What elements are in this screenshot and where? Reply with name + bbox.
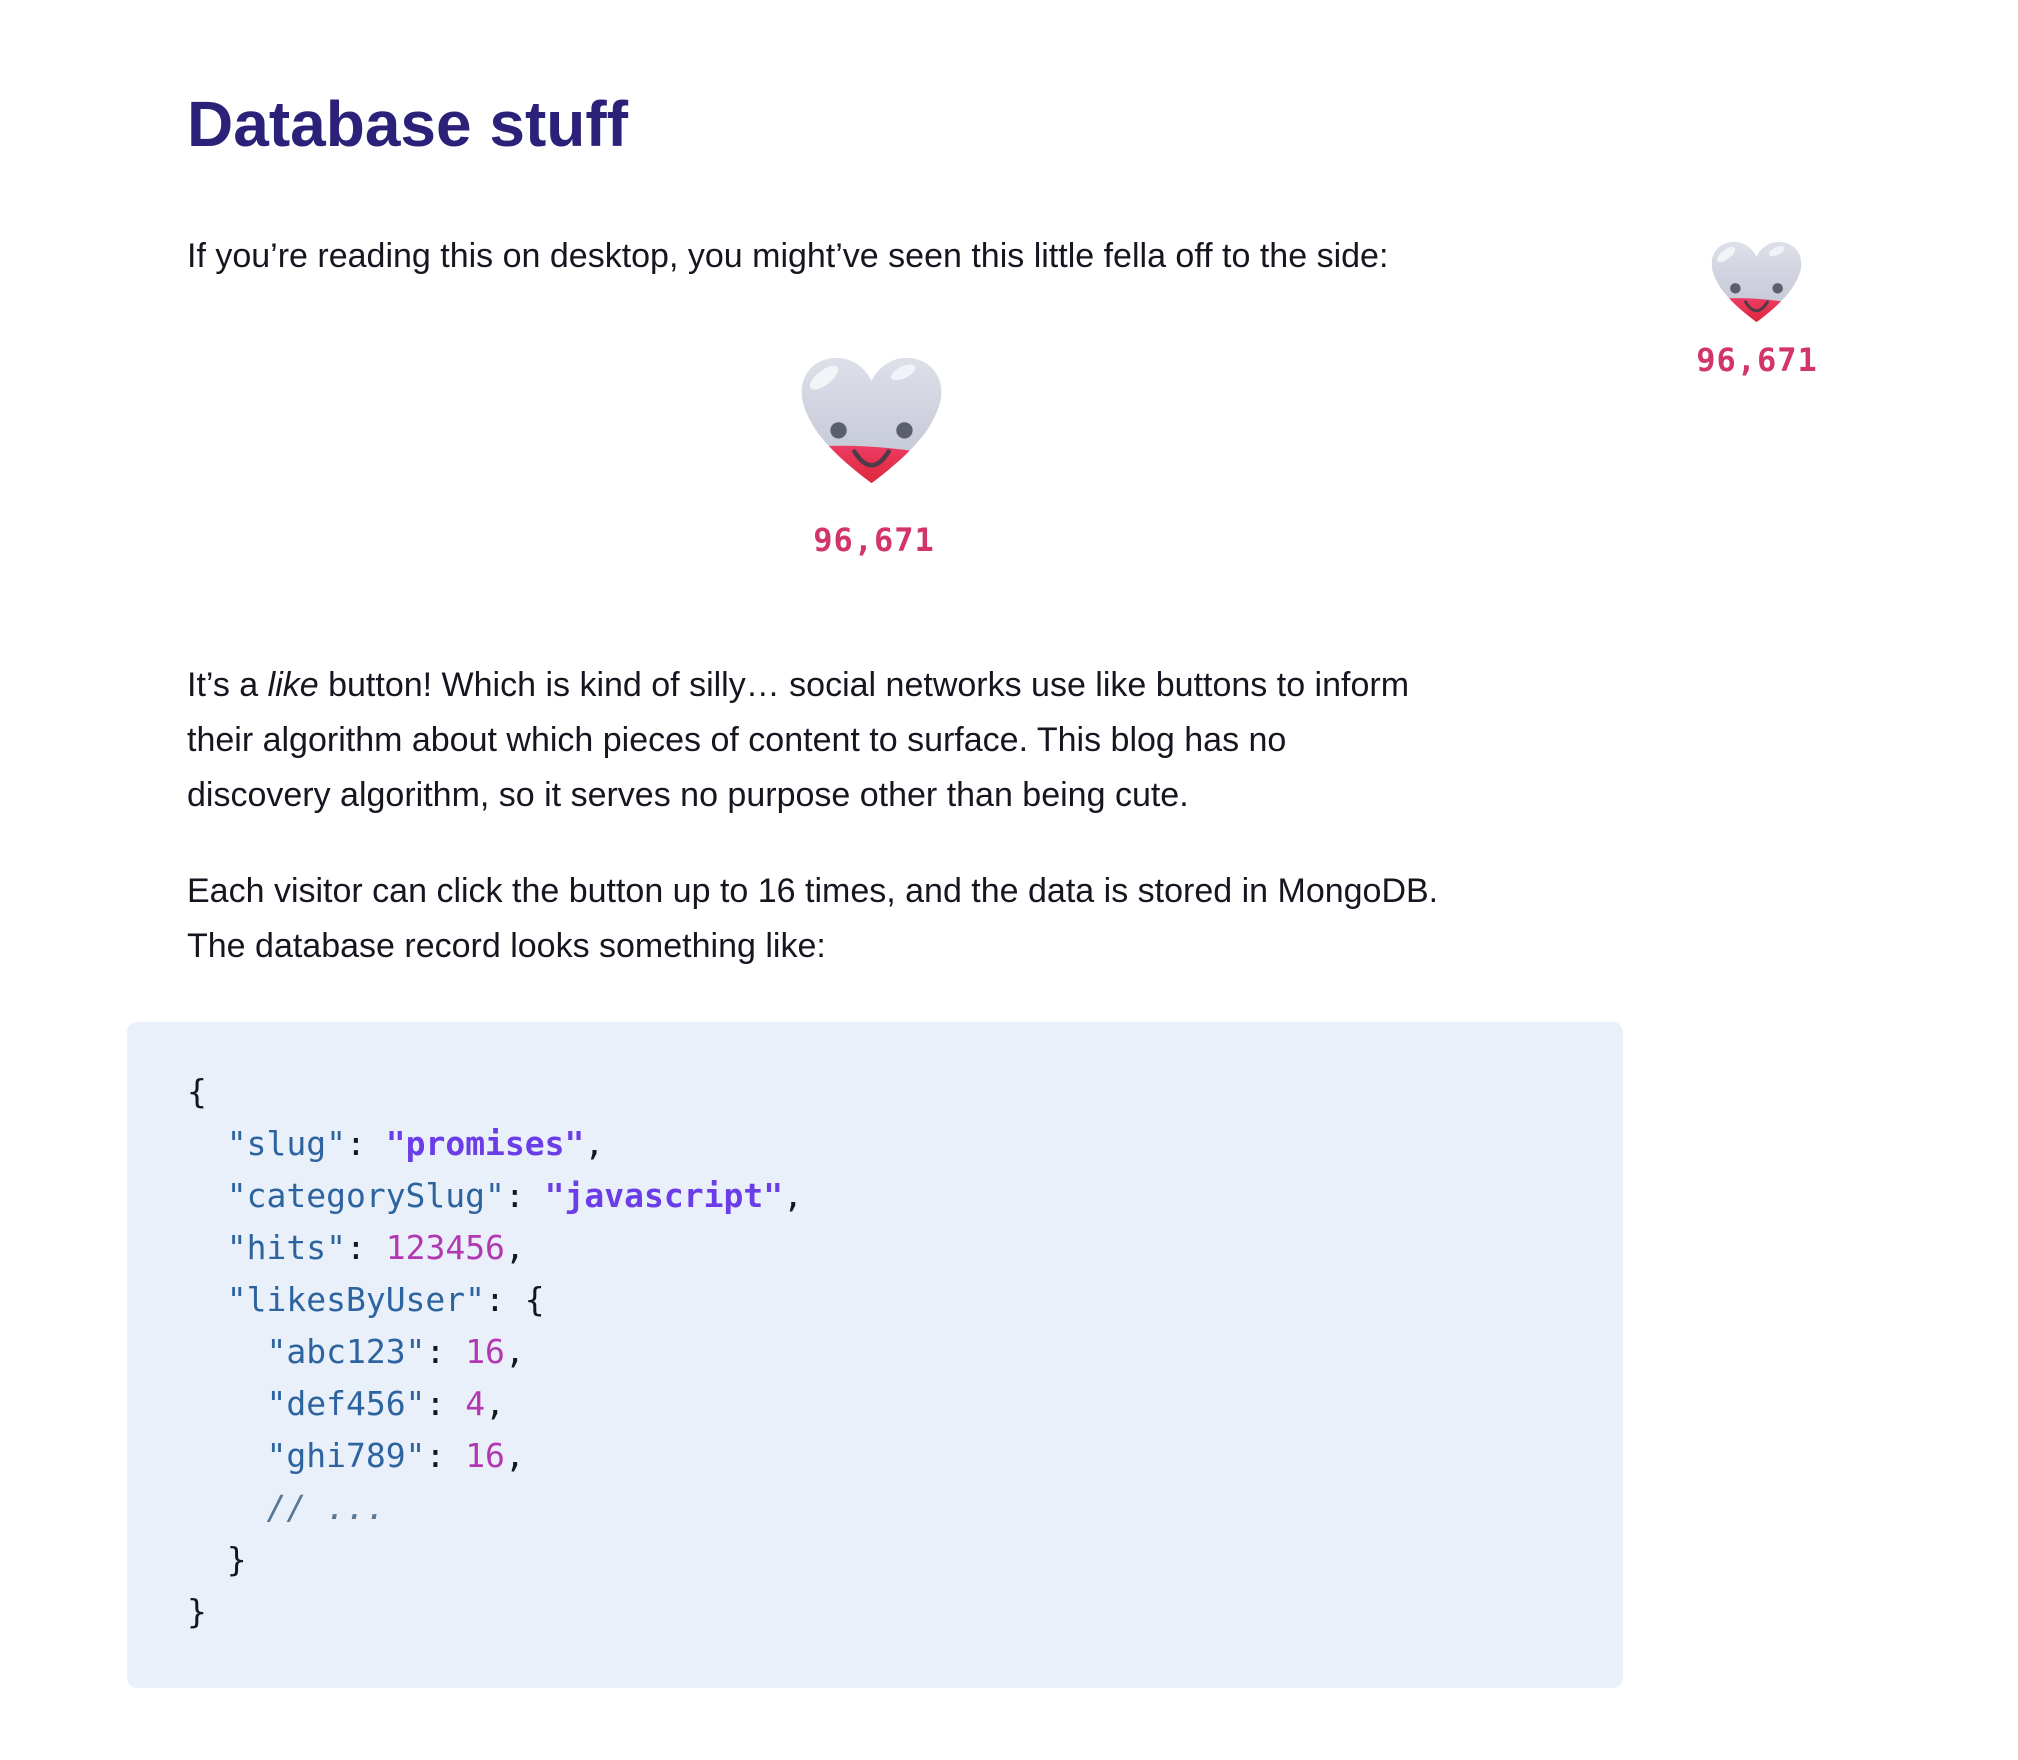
code-token: , [504, 1332, 525, 1371]
code-token: "ghi789" [266, 1436, 426, 1475]
code-token: : [425, 1384, 466, 1423]
paragraph-line: discovery algorithm, so it serves no purpose other than being cute. [187, 776, 1189, 814]
code-line [187, 1066, 1583, 1118]
code-line [187, 1378, 1583, 1430]
code-token: "likesByUser" [226, 1280, 486, 1319]
code-token: , [504, 1436, 525, 1475]
code-token: : [425, 1332, 466, 1371]
code-token: : { [485, 1280, 545, 1319]
code-line [187, 1274, 1583, 1326]
like-count: 96,671 [813, 521, 935, 559]
code-token [187, 1384, 266, 1423]
paragraph-line: It’s a like button! Which is kind of silly… social networks use like buttons to inform [187, 666, 1410, 704]
code-token [187, 1280, 227, 1319]
paragraph-line: Each visitor can click the button up to 16 times, and the data is stored in MongoDB. [187, 872, 1439, 910]
code-line [187, 1170, 1583, 1222]
paragraph-like-button [187, 658, 1687, 823]
paragraph-mongodb [187, 864, 1687, 974]
code-token: : [345, 1124, 386, 1163]
code-line [187, 1430, 1583, 1482]
code-token [187, 1488, 266, 1527]
code-token: "categorySlug" [226, 1176, 505, 1215]
heart-icon[interactable] [799, 355, 944, 486]
code-token: "hits" [226, 1228, 346, 1267]
code-line [187, 1482, 1583, 1534]
code-line [187, 1222, 1583, 1274]
code-line [187, 1326, 1583, 1378]
paragraph-line: The database record looks something like: [187, 927, 826, 965]
code-token: "abc123" [266, 1332, 426, 1371]
code-token: "promises" [385, 1124, 585, 1163]
code-token: // ... [266, 1488, 386, 1527]
code-token: "slug" [226, 1124, 346, 1163]
code-token [187, 1436, 266, 1475]
code-token [187, 1332, 266, 1371]
code-token: , [485, 1384, 505, 1423]
code-token: "def456" [266, 1384, 426, 1423]
code-token [187, 1228, 227, 1267]
code-token: 16 [465, 1436, 505, 1475]
paragraph-intro: If you’re reading this on desktop, you might’ve seen this little fella off to the side: [187, 237, 1389, 275]
code-token: , [584, 1124, 605, 1163]
code-token: "javascript" [544, 1176, 784, 1215]
code-token [187, 1176, 227, 1215]
code-token: , [783, 1176, 803, 1215]
sidebar-heart-icon[interactable] [1710, 240, 1803, 324]
code-token: : [504, 1176, 545, 1215]
code-line [187, 1118, 1583, 1170]
code-token: } [187, 1540, 247, 1579]
code-line [187, 1586, 1583, 1638]
code-token: 123456 [385, 1228, 505, 1267]
paragraph-line: their algorithm about which pieces of content to surface. This blog has no [187, 721, 1287, 759]
code-block [127, 1022, 1623, 1688]
code-token: , [504, 1228, 525, 1267]
code-token [187, 1124, 227, 1163]
code-token: : [345, 1228, 386, 1267]
code-token: { [187, 1072, 207, 1111]
page-title: Database stuff [187, 88, 628, 160]
code-token: 16 [465, 1332, 505, 1371]
code-token: 4 [465, 1384, 486, 1423]
code-token: } [187, 1592, 207, 1631]
code-line [187, 1534, 1583, 1586]
sidebar-like-count: 96,671 [1696, 341, 1818, 379]
code-token: : [425, 1436, 466, 1475]
